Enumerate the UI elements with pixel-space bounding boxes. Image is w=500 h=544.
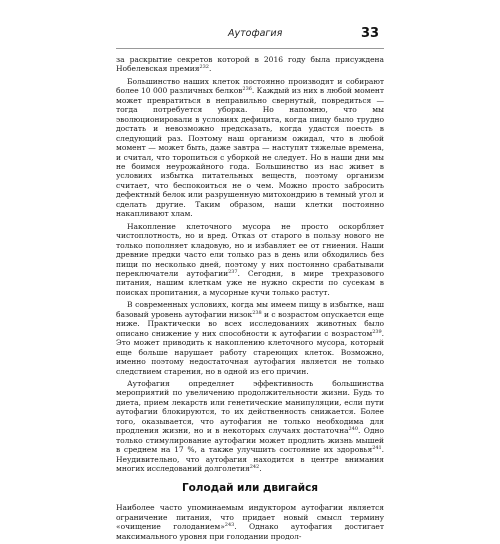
footnote-ref: 237 [228,268,238,275]
footnote-ref: 232 [199,64,209,71]
page-body [116,55,384,544]
paragraph-4: В современных условиях, когда мы имеем пищу в избытке, наш базовый уровень аутофагии низок$^{238}$ и с возрастом опускается еще ниже. Практически во всех исследованиях животных было описано снижение у них способности к аутофагии с возрастом$^{239}$. Это может приводить к накоплению клеточного мусора, который еще больше нарушает работу стареющих клеток. Возможно, именно поэтому недостаточная аутофагия является не только следствием старения, но в одной из его причин. [116,300,384,376]
footnote-ref: 238 [252,309,262,316]
paragraph-3: Накопление клеточного мусора не просто оскорбляет чистоплотность, но и вред. Отказ от старого в пользу нового не только пополняет кладовую, но и избавляет ее от гниения. Наши древние предки часто ели только раз в день или обходились без пищи по несколько дней, поэтому у них постоянно срабатывали переключатели аутофагии$^{237}$. Сегодня, в мире трехразового питания, нашим клеткам уже не нужно скрести по сусекам в поисках пропитания, а мусорные кучи только растут. [116,221,384,297]
footnote-ref: 242 [249,464,260,471]
running-title: Аутофагия [228,28,283,39]
footnote-ref: 239 [372,328,382,335]
header-rule [116,48,384,49]
section-heading: Голодай или двигайся [181,482,319,495]
paragraph-5: Аутофагия определяет эффективность большинства мероприятий по увеличению продолжительности жизни. Будь то диета, прием лекарств или генетические манипуляции, если пути аутофагии блокируются, то их действенность снижается. Более того, оказывается, что аутофагия не только необходима для продления жизни, но и в некоторых случаях достаточна$^{240}$. Одно только стимулирование аутофагии может продлить жизнь мышей в среднем на 17 %, а также улучшить состояние их здоровья$^{241}$. Неудивительно, что аутофагия находится в центре внимания многих исследований долголетия$^{242}$. [116,378,384,474]
page-number: 33 [361,26,380,41]
closing-paragraph: Наиболее часто упоминаемым индуктором аутофагии является ограничение питания, что придает новый смысл термину «очищение голоданием»$^{243}$. Однако аутофагия достигает максимального уровня при голодании продол- [116,503,384,541]
footnote-ref: 241 [372,445,382,452]
page-header [0,26,500,46]
footnote-ref: 236 [242,86,252,93]
paragraph-1: за раскрытие секретов которой в 2016 году была присуждена Нобелевская премия$^{232}$. [116,55,384,74]
paragraph-2: Большинство наших клеток постоянно производят и собирают более 10 000 различных белков$^{236}$. Каждый из них в любой момент может превратиться в неправильно свернутый, повредиться — тогда потребуется уборка. Но напомню, что мы эволюционировали в условиях дефицита, когда пищу было трудно достать и невозможно предсказать, когда удастся поесть в следующий раз. Поэтому наш организм ожидал, что в любой момент — может быть, даже завтра — наступят тяжелые времена, и считал, что торопиться с уборкой не следует. Но в наши дни мы не боимся неурожайного года. Большинство из нас живет в условиях избытка питательных веществ, поэтому организм считает, что беспокоиться не о чем. Можно просто забросить дефектный белок или разрушенную митохондрию в темный угол и сделать другие. Таким образом, наши клетки постоянно накапливают хлам. [116,76,384,219]
footnote-ref: 240 [348,426,358,433]
footnote-ref: 243 [224,522,235,529]
